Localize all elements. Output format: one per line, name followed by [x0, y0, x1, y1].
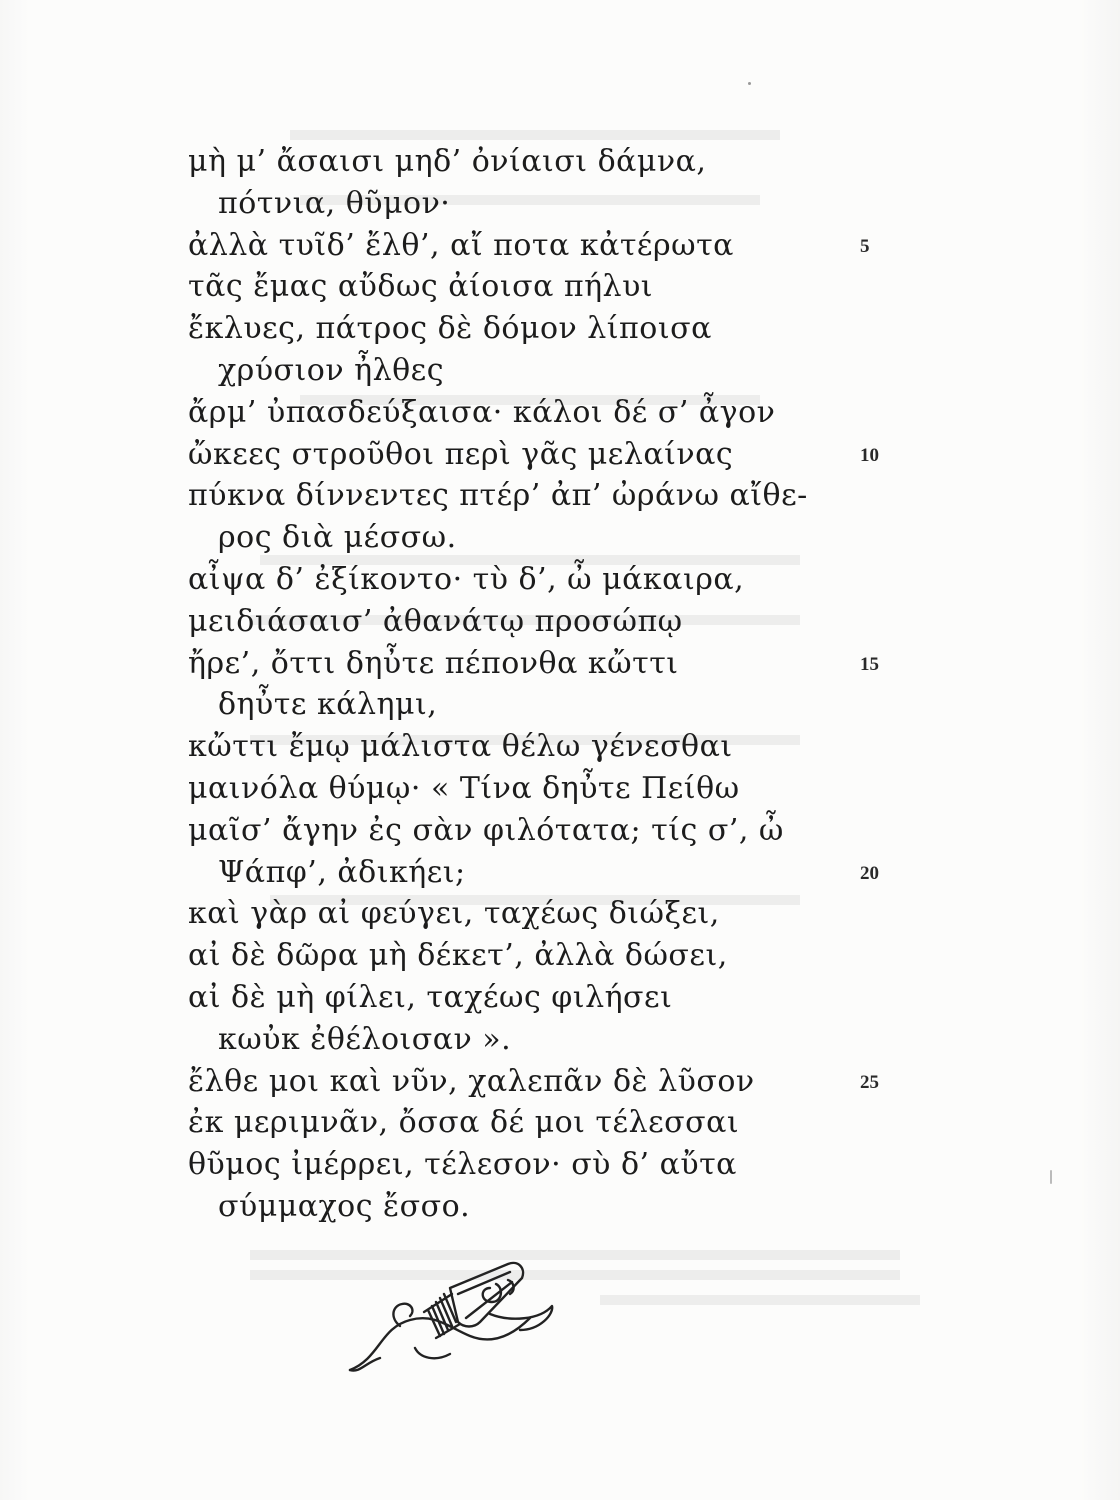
poem-line: ἔκλυες, πάτρος δὲ δόμον λίποισα	[188, 311, 712, 346]
poem-line: τᾶς ἔμας αὔδως ἀίοισα πήλυι	[188, 269, 654, 304]
poem-line: ἐκ μεριμνᾶν, ὄσσα δέ μοι τέλεσσαι	[188, 1105, 740, 1140]
poem-line: χρύσιον ἦλθες	[218, 353, 445, 388]
poem-line: αἰ δὲ μὴ φίλει, ταχέως φιλήσει	[188, 980, 673, 1015]
page-speck	[748, 82, 751, 85]
poem-line: ἤρε’, ὄττι δηὖτε πέπονθα κὤττι	[188, 646, 679, 681]
poem-line: δηὖτε κάλημι,	[218, 687, 438, 722]
poem-line: ἄρμ’ ὐπασδεύξαισα· κάλοι δέ σ’ ἆγον	[188, 395, 776, 430]
poem-line: μὴ μ’ ἄσαισι μηδ’ ὀνίαισι δάμνα,	[188, 144, 707, 179]
poem-line: σύμμαχος ἔσσο.	[218, 1189, 471, 1224]
lyre-icon	[340, 1258, 570, 1378]
poem-line: αἰ δὲ δῶρα μὴ δέκετ’, ἀλλὰ δώσει,	[188, 938, 728, 973]
poem-line: μαῖσ’ ἄγην ἐς σὰν φιλότατα; τίς σ’, ὦ	[188, 813, 784, 848]
poem-line: θῦμος ἰμέρρει, τέλεσον· σὺ δ’ αὔτα	[188, 1147, 737, 1182]
line-number: 15	[860, 654, 879, 675]
line-number: 5	[860, 236, 870, 257]
poem-line: Ψάπφ’, ἀδικήει;	[218, 855, 466, 890]
poem-line: μειδιάσαισ’ ἀθανάτῳ προσώπῳ	[188, 604, 683, 639]
line-number: 10	[860, 445, 879, 466]
poem-line: καὶ γὰρ αἰ φεύγει, ταχέως διώξει,	[188, 896, 720, 931]
line-number: 20	[860, 863, 879, 884]
poem-line: αἶψα δ’ ἐξίκοντο· τὺ δ’, ὦ μάκαιρα,	[188, 562, 745, 597]
poem-line: πότνια, θῦμον·	[218, 186, 451, 221]
poem-line: ἀλλὰ τυῖδ’ ἔλθ’, αἴ ποτα κἀτέρωτα	[188, 228, 734, 263]
line-number: 25	[860, 1072, 879, 1093]
poem-line: ἔλθε μοι καὶ νῦν, χαλεπᾶν δὲ λῦσον	[188, 1064, 755, 1099]
poem-line: ρος διὰ μέσσω.	[218, 520, 457, 555]
poem-line: μαινόλα θύμῳ· « Τίνα δηὖτε Πείθω	[188, 771, 740, 806]
poem-line: κωὐκ ἐθέλοισαν ».	[218, 1022, 512, 1057]
page-speck	[1050, 1170, 1052, 1184]
poem-line: ὤκεες στροῦθοι περὶ γᾶς μελαίνας	[188, 437, 734, 472]
poem-line: πύκνα δίννεντες πτέρ’ ἀπ’ ὠράνω αἴθε-	[188, 478, 808, 513]
poem-line: κὤττι ἔμῳ μάλιστα θέλω γένεσθαι	[188, 729, 733, 764]
